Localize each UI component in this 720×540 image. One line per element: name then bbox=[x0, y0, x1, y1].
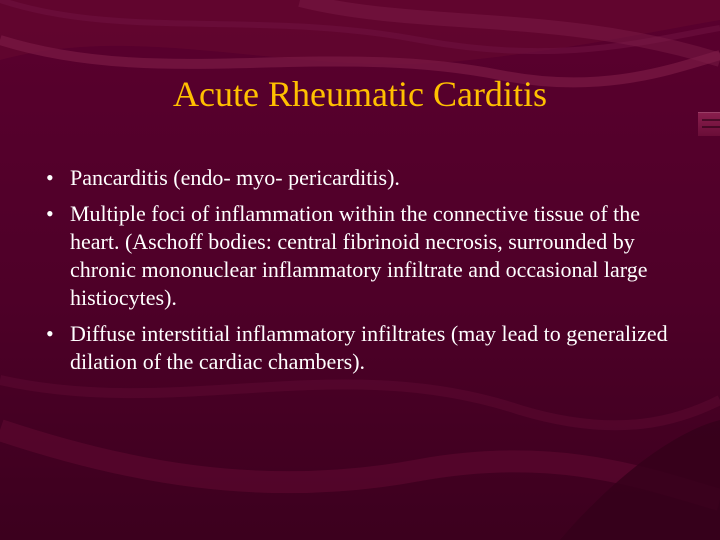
bullet-icon: • bbox=[46, 201, 54, 226]
bullet-icon: • bbox=[46, 321, 54, 346]
bullet-item bbox=[46, 164, 686, 192]
bullet-text: Multiple foci of inflammation within the connective tissue of the heart. (Aschoff bodies: central fibrinoid necrosis, surrounded by chronic mononuclear inflammatory infiltrate and occasional large histiocytes). bbox=[70, 201, 648, 310]
slide-title: Acute Rheumatic Carditis bbox=[173, 74, 547, 114]
bullet-text: Diffuse interstitial inflammatory infiltrates (may lead to generalized dilation of the cardiac chambers). bbox=[70, 321, 668, 374]
bullet-item bbox=[46, 320, 686, 376]
bullet-text: Pancarditis (endo- myo- pericarditis). bbox=[70, 165, 400, 190]
bullet-icon: • bbox=[46, 165, 54, 190]
bullet-list bbox=[46, 164, 686, 384]
bullet-item bbox=[46, 200, 686, 312]
